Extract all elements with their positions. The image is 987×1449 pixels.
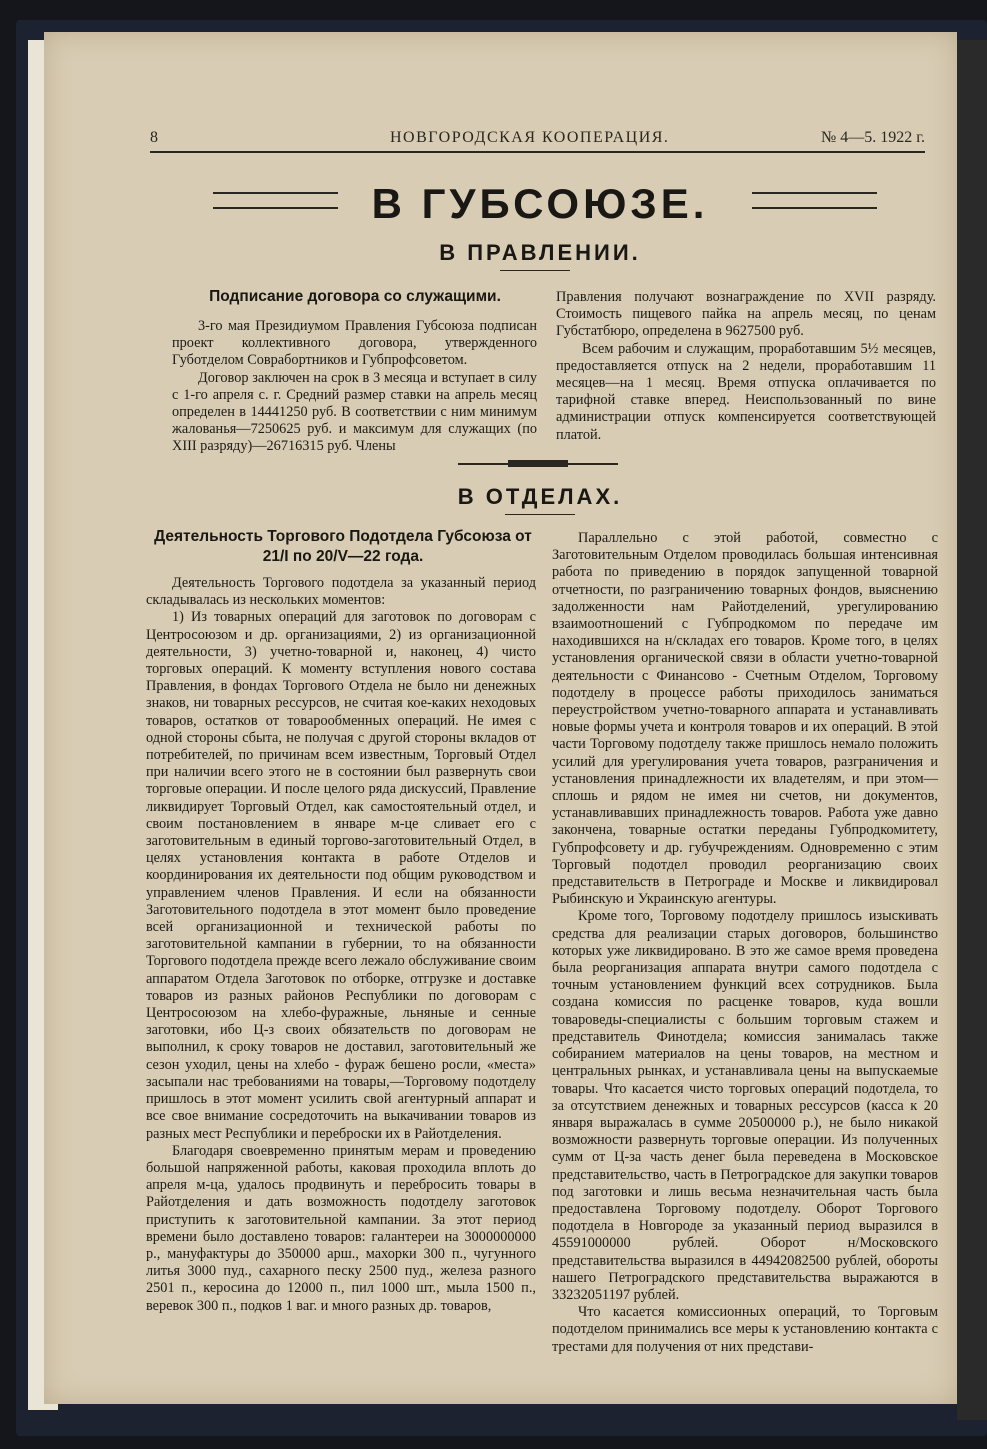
running-header — [150, 129, 925, 153]
article-heading — [148, 527, 538, 567]
subsection-underline — [505, 514, 575, 515]
article-heading-line: 21/I по 20/V—22 года. — [262, 548, 424, 565]
article1-paragraph: Всем рабочим и служащим, проработавшим 5½ месяцев, предоставляется отпуск на 2 недели, проработавшим 11 месяцев—на 1 месяц. Время отпуска оплачивается по тарифной ставке вперед. Неиспользованный по вине администрации отпуск компенсируется соответствующей платой. — [556, 340, 936, 443]
article2-right-column — [552, 530, 938, 1356]
article1-paragraph: 3-го мая Президиумом Правления Губсоюза подписан проект коллективного договора, утвержденного Губотделом Соврабортников и Губпрофсоветом. — [172, 318, 537, 369]
page-number: 8 — [150, 129, 158, 146]
article2-paragraph: Деятельность Торгового подотдела за указанный период складывалась из нескольких моментов: — [146, 575, 536, 609]
article2-paragraph: Что касается комиссионных операций, то Торговым подотделом принимались все меры к установлению контакта с трестами для получения от них представи- — [552, 1304, 938, 1355]
article2-left-column — [146, 575, 536, 1315]
subsection-underline — [500, 270, 570, 271]
subsection-title: В ОТДЕЛАХ. — [457, 484, 623, 509]
issue-number: № 4—5. 1922 г. — [820, 129, 925, 146]
article1-right-column — [556, 289, 936, 444]
article2-paragraph: 1) Из товарных операций для заготовок по договорам с Центросоюзом и др. организациями, 2) из организационной деятельности, 3) учетно-товарной и, наконец, 4) чисто торговых операций. К моменту вступления нового состава Правления, в фондах Торгового Отдела не было ни денежных знаков, ни товарных рессурсов, не считая кое-каких неходовых товаров, остатков от товарообменных операций. Не имея с одной стороны сбыта, не получая с другой стороны вкладов от потребителей, по причинам всем известным, Торговый Отдел при наличии всего этого не в состоянии был развернуть свои торговые операции. И после целого ряда дискуссий, Правление ликвидирует Торговый Отдел, как самостоятельный отдел, и своим постановлением в январе м-це сливает его с заготовительным в единый торгово-заготовительный Отдел, в целях установления контакта в работе Отделов и координирования их деятельности под общим руководством и управлением членов Правления. И если на обязанности Заготовительного подотдела в этот момент было проведение всей организационной и технической работы по заготовительной кампании в губернии, то на обязанности Торгового подотдела прежде всего лежало обслуживание своим аппаратом Отдела Заготовок по отборке, отгрузке и доставке товаров из разных районов Республики по договорам с Центросоюзом на хлебо-фуражные, льняные и сенные заготовки, ибо Ц-з своих обязательств по договорам не выполнил, к сроку товаров не доставил, заготовительный же сезон уходил, цены на хлебо - фураж бешено росли, «места» засыпали нас требованиями на товары,—Торговому подотделу пришлось в этот момент усилить свой агентурный аппарат и все свое внимание сосредоточить на выкачивании товаров из разных мест Республики и переброски их в Райотделения. — [146, 609, 536, 1142]
section-title: В ГУБСОЮЗЕ. — [371, 180, 709, 227]
title-rule-left-bottom — [213, 207, 338, 209]
title-rule-right-top — [752, 192, 877, 194]
article1-continuation: Правления получают вознаграждение по XVII разряду. Стоимость пищевого пайка на апрель месяц, по ценам Губстатбюро, определена в 9627500 руб. — [556, 289, 936, 340]
article2-paragraph: Параллельно с этой работой, совместно с Заготовительным Отделом проводилась большая интенсивная работа по приведению в порядок запущенной товарной отчетности, по разграничению товарных фондов, выяснению задолженности нам Райотделений, урегулированию взаимоотношений с Губпродкомом по передаче им находившихся на н/складах его товаров. Кроме того, в целях установления органической связи в области учетно-товарной деятельности с Финансово - Счетным Отделом, Торговому подотделу в процессе работы приходилось заниматься переустройством учетно-товарного аппарата и устанавливать новые формы учета и контроля товаров и их операций. В этой части Торговому подотделу также пришлось немало положить усилий для урегулирования учета товаров, разграничения и установления принадлежности их владетелям, и при этом—сплошь и рядом не имея ни счетов, ни документов, устанавливавших принадлежность товаров. Работа уже давно закончена, товарные остатки переданы Губпродкомитету, Губпрофсовету и др. губучреждениям. Одновременно с этим Торговый подотдел проводил реорганизацию своих представительств в Петрограде и Москве и ликвидировал Рыбинскую и Украинскую агентуры. — [552, 530, 938, 908]
facing-page-edge — [957, 40, 987, 1420]
title-rule-left-top — [213, 192, 338, 194]
section-divider-ornament — [508, 460, 568, 467]
article-heading-line: Деятельность Торгового Подотдела Губсоюза от — [154, 528, 532, 545]
article-heading: Подписание договора со служащими. — [209, 288, 501, 305]
title-rule-right-bottom — [752, 207, 877, 209]
article1-left-column — [172, 318, 537, 456]
header-rule — [150, 151, 925, 153]
subsection-title: В ПРАВЛЕНИИ. — [439, 240, 641, 265]
article2-paragraph: Кроме того, Торговому подотделу пришлось изыскивать средства для реализации старых договоров, большинство которых уже ликвидировано. В это же самое время проведена была реорганизация аппарата внутри самого подотдела с точным установлением функций всех сотрудников. Была создана комиссия по расценке товаров, куда вошли товароведы-специалисты с большим торговым стажем и представитель Финотдела; комиссия занималась также собиранием материалов на цены товаров, на местном и центральных рынках, и устанавливала цены на выпускаемые товары. Что касается чисто торговых операций подотдела, то за отсутствием денежных и товарных рессурсов (касса к 20 января выражалась в сумме 20500000 р.), не было никакой возможности развернуть торговые операции. Из полученных сумм от Ц-за часть денег была переведена в Московское представительство, часть в Петроградское для закупки товаров под заготовки и лишь весьма незначительная часть была предоставлена Торговому подотделу. Оборот Торгового подотдела в Новгороде за указанный период выразился в 45591000000 рублей. Оборот н/Московского представительства выразился в 44942082500 рублей, обороты нашего Петроградского представительства выражаются в 33232051197 рублей. — [552, 908, 938, 1303]
article1-paragraph: Договор заключен на срок в 3 месяца и вступает в силу с 1-го апреля с. г. Средний размер ставки на апрель месяц определен в 14441250 руб. В соответствии с ним минимум жалованья—7250625 руб. и максимум для служащих (по XIII разряду)—26716315 руб. Члены — [172, 369, 537, 455]
journal-title: НОВГОРОДСКАЯ КООПЕРАЦИЯ. — [390, 129, 670, 146]
article2-paragraph: Благодаря своевременно принятым мерам и проведению большой напряженной работы, каковая проходила вплоть до апреля м-ца, удалось продвинуть и перебросить товары в Райотделения и дать возможность подотделу заготовок приступить к заготовительной кампании. За этот период времени было доставлено товаров: галантереи на 3000000000 р., мануфактуры до 350000 арш., махорки 300 п., чугунного литья 3000 пуд., сахарного песку 2500 пуд., железа разного 2501 п., керосина до 12000 п., пил 1000 шт., мыла 1500 п., веревок 300 п., подков 1 ваг. и много разных др. товаров, — [146, 1142, 536, 1314]
